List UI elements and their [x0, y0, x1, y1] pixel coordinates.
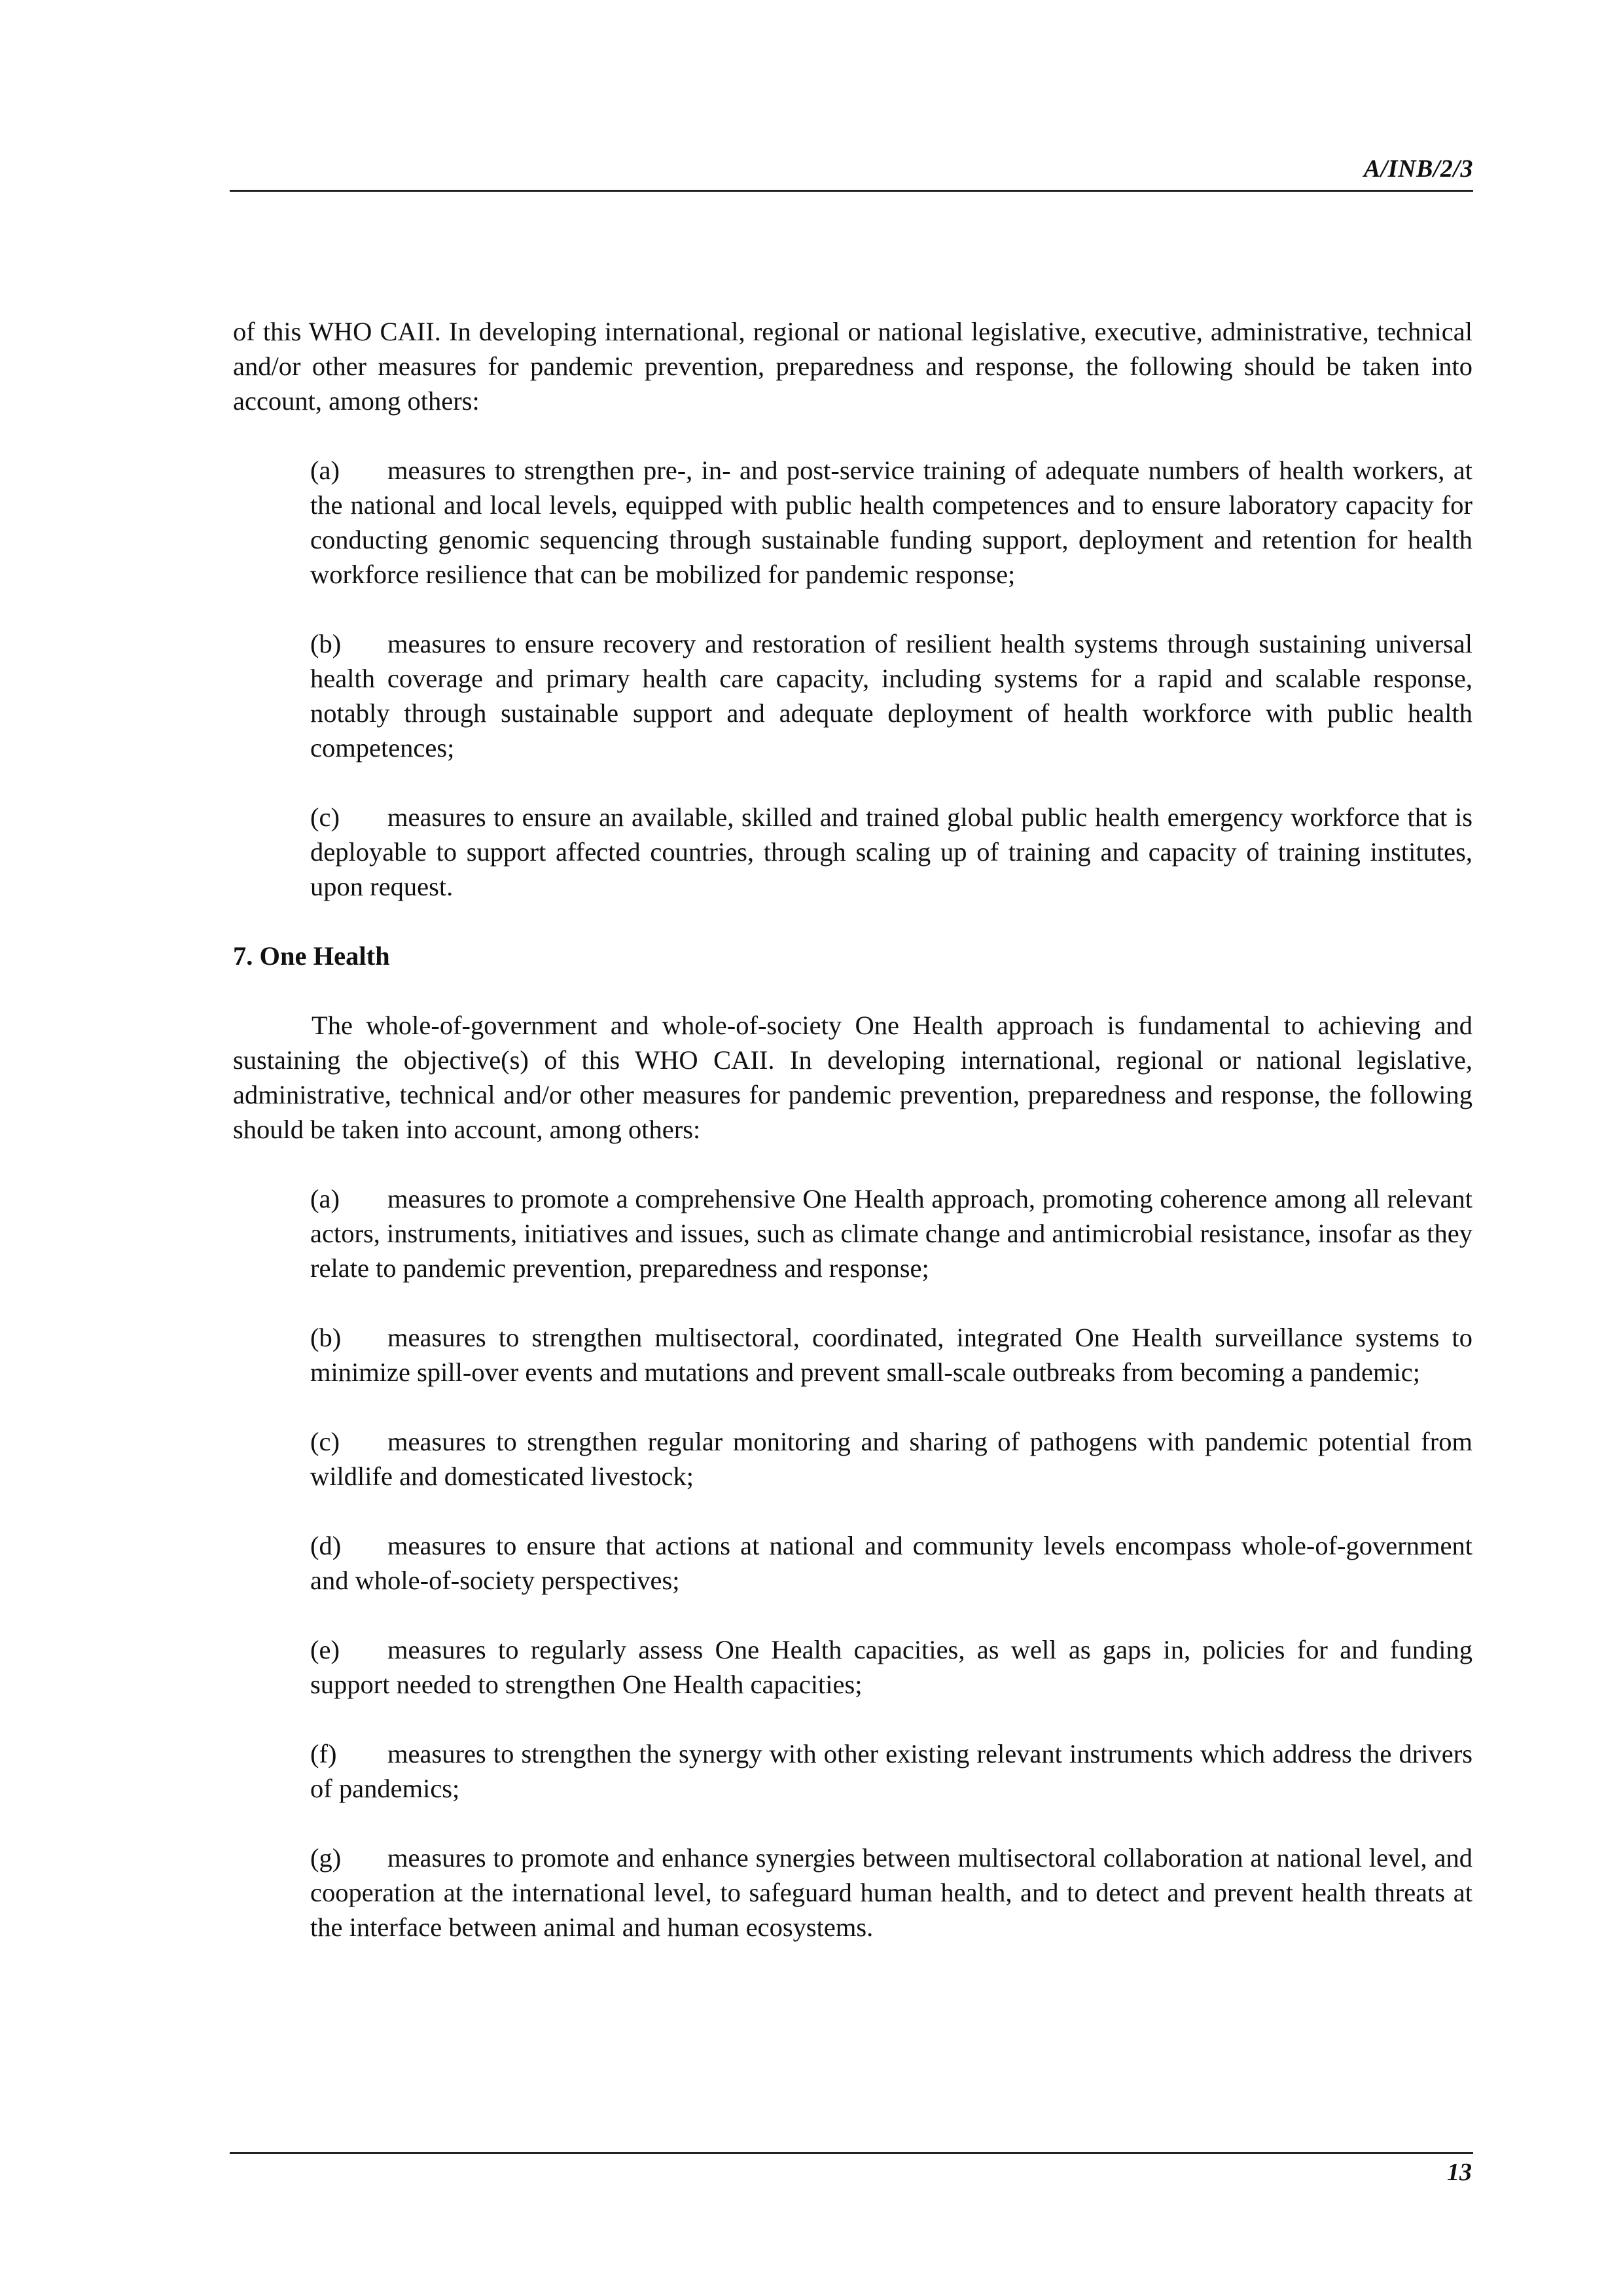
list-item — [233, 1424, 1472, 1494]
item-text: measures to strengthen pre-, in- and post-service training of adequate numbers of health workers, at the national and local levels, equipped with public health competences and to ensure laboratory capacity for conducting genomic sequencing through sustainable funding support, deployment and retention for health workforce resilience that can be mobilized for pandemic response; — [310, 456, 1472, 589]
item-label: (b) — [310, 629, 342, 658]
item-label: (c) — [310, 802, 340, 832]
section-heading: 7. One Health — [233, 941, 390, 971]
list-item — [233, 1736, 1472, 1806]
intro-paragraph: of this WHO CAII. In developing international, regional or national legislative, executive, administrative, technical and/or other measures for pandemic prevention, preparedness and response, the following should be taken into account, among others: — [233, 317, 1472, 416]
item-label: (f) — [310, 1739, 337, 1768]
item-text: measures to promote and enhance synergies between multisectoral collaboration at national level, and cooperation at the international level, to safeguard human health, and to detect and prevent health threats at the interface between animal and human ecosystems. — [310, 1843, 1472, 1942]
list-item — [233, 1632, 1472, 1702]
item-label: (a) — [310, 1184, 340, 1213]
item-text: measures to strengthen the synergy with other existing relevant instruments which address the drivers of pandemics; — [310, 1739, 1472, 1803]
item-text: measures to ensure that actions at national and community levels encompass whole-of-government and whole-of-society perspectives; — [310, 1531, 1472, 1595]
document-reference: A/INB/2/3 — [1363, 155, 1473, 183]
item-text: measures to ensure an available, skilled and trained global public health emergency workforce that is deployable to support affected countries, through scaling up of training and capacity of training institutes, upon request. — [310, 802, 1472, 901]
list-item — [233, 1528, 1472, 1598]
page-number: 13 — [1447, 2159, 1472, 2186]
item-text: measures to regularly assess One Health capacities, as well as gaps in, policies for and funding support needed to strengthen One Health capacities; — [310, 1635, 1472, 1699]
list-item — [233, 1840, 1472, 1945]
list-item — [233, 626, 1472, 765]
item-text: measures to strengthen multisectoral, coordinated, integrated One Health surveillance systems to minimize spill-over events and mutations and prevent small-scale outbreaks from becoming a pandemic; — [310, 1323, 1472, 1387]
list-item — [233, 800, 1472, 904]
header-rule — [230, 190, 1473, 192]
item-label: (e) — [310, 1635, 340, 1664]
item-label: (d) — [310, 1531, 342, 1560]
item-text: measures to promote a comprehensive One Health approach, promoting coherence among all relevant actors, instruments, initiatives and issues, such as climate change and antimicrobial resistance, insofar as they relate to pandemic prevention, preparedness and response; — [310, 1184, 1472, 1283]
item-label: (g) — [310, 1843, 342, 1873]
list-item — [233, 1320, 1472, 1390]
item-text: measures to ensure recovery and restoration of resilient health systems through sustaining universal health coverage and primary health care capacity, including systems for a rapid and scalable response, notably through sustainable support and adequate deployment of health workforce with public health competences; — [310, 629, 1472, 762]
item-label: (c) — [310, 1427, 340, 1456]
list-item — [233, 1181, 1472, 1285]
item-text: measures to strengthen regular monitoring and sharing of pathogens with pandemic potential from wildlife and domesticated livestock; — [310, 1427, 1472, 1491]
list-item — [233, 453, 1472, 592]
page-body — [233, 314, 1472, 1979]
item-label: (b) — [310, 1323, 342, 1352]
footer-rule — [230, 2152, 1473, 2154]
section-intro-paragraph: The whole-of-government and whole-of-society One Health approach is fundamental to achieving and sustaining the objective(s) of this WHO CAII. In developing international, regional or national legislative, administrative, technical and/or other measures for pandemic prevention, preparedness and response, the following should be taken into account, among others: — [233, 1011, 1472, 1144]
item-label: (a) — [310, 456, 340, 485]
